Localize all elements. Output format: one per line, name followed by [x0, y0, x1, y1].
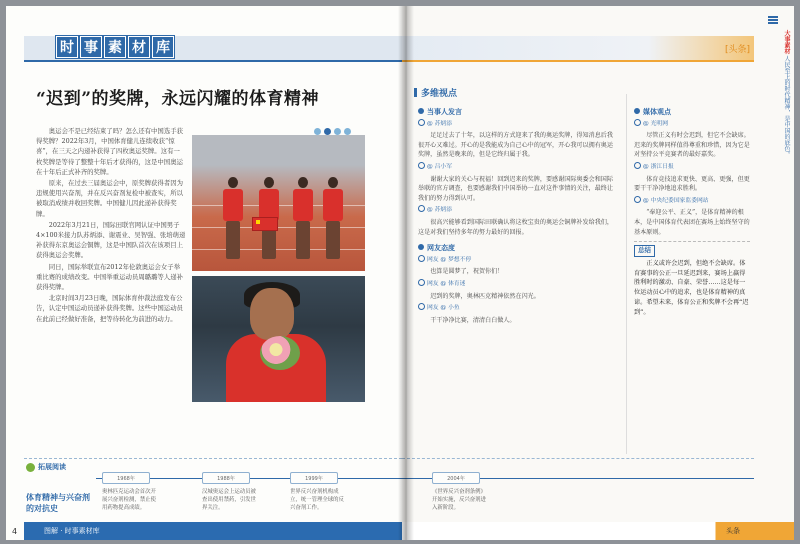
media-text: 体育竞技追求更快、更高、更强，但更要干干净净地追求胜利。 [634, 175, 750, 193]
dot [334, 128, 341, 135]
timeline-node: 2004年 [432, 472, 480, 484]
source-label: @ 苏炳添 [418, 119, 618, 130]
column-title-char: 事 [80, 36, 102, 58]
left-column [418, 104, 618, 325]
intro-paragraph: 2022年3月21日，国际田联官网认证中国男子4×100米接力队苏炳添、谢震业、吴智强、张培萌递补获得东京奥运会铜牌，这是中国队首次在该项目上获得奥运会奖牌。 [36, 220, 186, 260]
runner-figure [258, 177, 280, 259]
user-icon [418, 205, 425, 212]
user-icon [418, 279, 425, 286]
user-icon [418, 303, 425, 310]
intro-paragraph: 北京时间3月23日晚，国际体育仲裁法庭发布公告，认定中国运动员递补获得奖牌。这些中国运动员在此前已经做好准备，把等待转化为前进的动力。 [36, 294, 183, 323]
comment-text: 迟到的奖牌，奥林匹克精神依然在闪光。 [430, 292, 540, 300]
column-title-char: 时 [56, 36, 78, 58]
section-tag: [头条] [724, 45, 750, 55]
sub-heading: 多维视点 [414, 86, 457, 99]
user-icon [634, 162, 641, 169]
timeline-node: 1968年 [102, 472, 150, 484]
quote-text: 谢谢大家的关心与祝福！回到迟来的奖牌，要感谢国际奥委会和国际举联的官方调查，也要感谢我们中国举协一直对这件事情的关注，最终让我们的努力得到认可。 [418, 175, 613, 202]
timeline-text: 汉城奥运会上运动员被查出使用禁药，引发世界关注。 [202, 489, 256, 511]
extension-label: 拓展阅读 [26, 462, 66, 472]
right-page [402, 6, 794, 540]
face [250, 288, 294, 340]
intro-paragraph: 同日，国际举联宣布2012年伦敦奥运会女子举重比赛的成绩改变。中国举重运动员周璐璐等人递补获得奖牌。 [36, 262, 183, 292]
relay-team-photo [192, 135, 365, 271]
article-headline: “迟到”的奖牌，永远闪耀的体育精神 [36, 89, 320, 109]
bullet-icon [418, 108, 424, 114]
source-label: 网友 @ 体育迷 [418, 279, 618, 290]
user-icon [418, 119, 425, 126]
source-label: @ 光明网 [634, 119, 750, 130]
timeline-text: 《世界反兴奋剂条例》开始实施，反兴奋剂进入新阶段。 [432, 489, 486, 511]
athlete-portrait-photo [192, 276, 365, 402]
user-icon [418, 162, 425, 169]
source-label: 网友 @ 梦想不停 [418, 255, 618, 266]
timeline-node: 1999年 [290, 472, 338, 484]
timeline-text: 奥林匹克运动会首次开展兴奋剂检测，禁止使用药物提高成绩。 [102, 489, 156, 511]
column-title [56, 36, 174, 60]
side-label-title: 大事素材 [783, 30, 790, 54]
user-icon [418, 255, 425, 262]
menu-icon [768, 16, 778, 24]
left-page [6, 6, 402, 540]
intro-paragraph: 奥运会不是已经结束了吗？怎么还有中国选手获得奖牌？2022年3月，中国体育健儿连续收获“惊喜”，在三天之内递补获得了四枚奥运奖牌。这有一枚奖牌是等待了整整十年后才获得的，这是中国奥运在十年后正式补齐的奖牌。 [36, 127, 183, 176]
header-bar [402, 36, 754, 60]
intro-text [36, 126, 186, 325]
runner-figure [292, 177, 314, 259]
quote-text: 足足过去了十年，以这样的方式迎来了我的奥运奖牌，得知消息后我很开心又难过。开心的是我能成为自己心中的冠军，开心我可以拥有奥运奖牌，虽然是晚来的，但是它终归属于我。 [418, 132, 613, 159]
side-label-text: 人民至上的时代精神，是中国的底色。 [783, 55, 790, 158]
quote-text: 很高兴能够看到国际田联确认将这枚宝贵的奥运会铜牌补发给我们，这是对我们坚持多年的努力最好的回报。 [418, 218, 613, 236]
extension-title: 体育精神与兴奋剂的对抗史 [26, 493, 90, 513]
page-number: 4 [12, 527, 18, 536]
dot [314, 128, 321, 135]
footer-text: 图解 · 时事素材库 [44, 527, 100, 535]
media-text: “奉迎公平、正义”，是体育精神的根本，是中国体育代表团在赛场上始终坚守的基本原则。 [634, 209, 750, 236]
summary-text: 正义或许会迟到，但绝不会缺席。体育赛事的公正一旦延迟到来，赛场上赢得胜利时的激动、自豪、荣誉……这是每一位运动员心中的追求，也是体育精神的真谛。希望未来，体育公正和奖牌不会再“迟到”。 [634, 259, 749, 316]
bullet-icon [418, 244, 424, 250]
right-column [634, 104, 750, 318]
comment-text: 干干净净比赛，清清白白做人。 [430, 316, 516, 324]
book-icon [26, 463, 35, 472]
timeline-text: 世界反兴奋剂机构成立，统一管理全球的反兴奋剂工作。 [290, 489, 344, 511]
column-title-char: 素 [104, 36, 126, 58]
bouquet-icon [260, 336, 300, 370]
comment-text: 也算是圆梦了，祝贺你们！ [430, 268, 504, 276]
block-head: 媒体观点 [634, 107, 750, 117]
summary-box [634, 241, 750, 317]
column-title-char: 材 [128, 36, 150, 58]
dot [344, 128, 351, 135]
source-label: @ 苏炳添 [418, 205, 618, 216]
column-divider [626, 94, 627, 454]
magazine-spread [6, 6, 794, 540]
footer-text: 头条 [726, 527, 740, 535]
user-icon [634, 196, 641, 203]
runner-figure [322, 177, 344, 259]
flag-icon [252, 217, 278, 231]
carousel-dots [314, 128, 351, 135]
column-title-char: 库 [152, 36, 174, 58]
dot [324, 128, 331, 135]
timeline-node: 1988年 [202, 472, 250, 484]
header-divider [24, 60, 402, 62]
runner-figure [222, 177, 244, 259]
source-label: @ 浙江日报 [634, 162, 750, 173]
user-icon [634, 119, 641, 126]
media-text: 尽管正义有时会迟到，但它不会缺席。迟来的奖牌同样值得尊重和珍惜，因为它是对坚持公平竞赛者的最好嘉奖。 [634, 132, 750, 159]
intro-paragraph: 原来，在过去三届奥运会中，原奖牌获得者因为违规使用兴奋剂，并在反兴奋剂复检中被查实，所以被取消成绩并收回奖牌。中国健儿因此递补获得奖牌。 [36, 179, 183, 218]
block-head: 当事人发言 [418, 107, 618, 117]
book-gutter [398, 6, 414, 540]
summary-heading: 总结 [634, 245, 655, 257]
extension-divider [402, 458, 754, 470]
extension-divider [24, 458, 402, 470]
bullet-icon [634, 108, 640, 114]
side-label [760, 30, 790, 158]
header-divider [402, 60, 754, 62]
block-head: 网友态度 [418, 243, 618, 253]
source-label: @ 中央纪委国家监委网站 [634, 196, 750, 207]
source-label: 网友 @ 小鱼 [418, 303, 618, 314]
source-label: @ 吕小军 [418, 162, 618, 173]
